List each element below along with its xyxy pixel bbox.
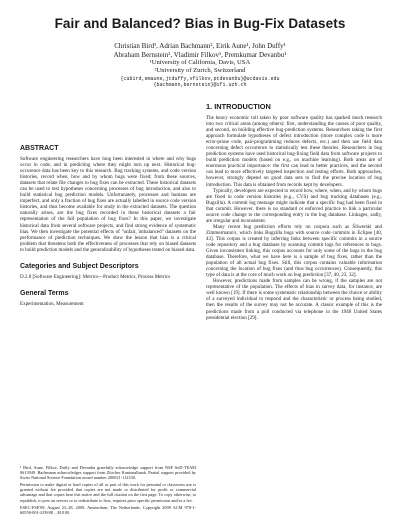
introduction-heading: 1. INTRODUCTION <box>206 102 271 111</box>
conference-info: ESEC-FSE'09, August 23–28, 2009, Amsterdam, The Netherlands. Copyright 2009 ACM 978-1-60558-001-2/09/08 ...$10.00. <box>20 504 196 515</box>
author-block <box>20 42 380 88</box>
general-terms-heading: General Terms <box>20 289 69 297</box>
authors-line-2: Abraham Bernstein², Vladimir Filkov¹, Premkumar Devanbu¹ <box>113 50 287 59</box>
affiliation-1: ¹University of California, Davis, USA <box>149 59 251 67</box>
emails-2: {bachmann,bernstein}@ifi.uzh.ch <box>153 81 247 88</box>
funding-footnote: ¹ Bird, Aune, Filkov, Duffy and Devanbu gratefully acknowledge support from NSF SoD-TEAM 0613949. Bachmann acknowledges support from Zürcher Kantonalbank. Partial support provided by Swiss National Science Foundation award number 200021-112330. <box>20 465 196 481</box>
paper-title: Fair and Balanced? Bias in Bug-Fix Datasets <box>54 16 346 31</box>
categories-text: D.2.8 [Software Engineering]: Metrics—Product Metrics, Process Metrics <box>20 273 171 280</box>
copyright-notice: Permission to make digital or hard copies of all or part of this work for personal or classroom use is granted without fee provided that copies are not made or distributed for profit or commercial advantage and that copies bear this notice and the full citation on the first page. To copy otherwise, to republish, to post on servers or to redistribute to lists, requires prior specific permission and/or a fee. <box>20 482 196 503</box>
abstract-heading: ABSTRACT <box>20 145 59 152</box>
affiliation-2: ²University of Zurich, Switzerland <box>154 67 246 75</box>
categories-heading: Categories and Subject Descriptors <box>20 262 139 270</box>
footnote-block <box>20 465 196 517</box>
intro-paragraph-4: However, predictions made from samples can be wrong, if the samples are not representative of the population. The effects of bias in survey data, for instance, are well known [19]. If there is some systematic relationship between the choice or ability of a surveyed individual to respond and the characteristic or process being studied, then the results of the survey may not be accurate. A classic example of this is the predictions made from a poll conducted via telephone in the 1948 United States presidential election [29]. <box>206 278 382 321</box>
abstract-text: Software engineering researchers have long been interested in where and why bugs occur in code, and in predicting where they might turn up next. Historical bug-occurence data has been key to this research. Bug tracking systems, and code version histories, record when, how and by whom bugs were fixed; from these sources, datasets that relate file changes to bug fixes can be extracted. These historical datasets can be used to test hypotheses concerning processes of bug introduction, and also to build statistical bug prediction models. Unfortunately, processes and humans are imperfect, and only a fraction of bug fixes are actually labelled in source code version histories, and thus become available for study in the extracted datasets. The question naturally arises, are the bug fixes recorded in these historical datasets a fair representation of the full population of bug fixes? In this paper, we investigate historical data from several software projects, and find strong evidence of systematic bias. We then investigate the potential effects of "unfair, imbalanced" datasets on the performance of prediction techniques. We draw the lesson that bias is a critical problem that threatens both the effectiveness of processes that rely on biased datasets to build prediction models and the generalizability of hypotheses tested on biased data. <box>20 156 196 253</box>
emails-1: {cabird,emaune,jtduffy,vfilkov,ptdevanbu}@ucdavis.edu <box>120 75 280 82</box>
authors-line-1: Christian Bird¹, Adrian Bachmann², Eirik Aune¹, John Duffy¹ <box>114 42 286 50</box>
right-column <box>206 102 382 321</box>
general-terms-text: Experimentation, Measurement <box>20 300 84 307</box>
left-column <box>20 144 196 307</box>
intro-paragraph-2: Typically, developers are expected to record how, where, when, and by whom bugs are fixed in code version histories (e.g., CVS) and bug tracking databases (e.g., Bugzilla). A commit log message might indicate that a specific bug had been fixed in that commit. However, there is no standard or enforced practice to link a particular source code change to the corresponding entry in the bug database. Linkages, sadly, are irregular and inconsistent. <box>206 187 382 224</box>
intro-paragraph-1: The heavy economic toll taken by poor software quality has sparked much research into two critical areas (among others): first, understanding the causes of poor quality, and second, on building effective bug-prediction systems. Researchers taking the first approach formulate hypotheses of defect introduction (more complex code is more error-prone code, pair-programming reduces defects, etc.) and then use field data concerning defect occurrence to statistically test these theories. Researchers in bug prediction systems have used historical bug-fixing field data from software projects to build prediction models (based on e.g., on machine learning). Both areas are of enormous practical importance: the first can lead to better practices, and the second can lead to more effectively targeted inspection and testing efforts. Both approaches, however, strongly depend on good data sets to find the precise location of bug introduction. This data is obtained from records kept by developers. <box>206 115 382 188</box>
intro-paragraph-3: Many recent bug prediction efforts rely on corpora such as Śliwerski and Zimmermann's, which links Bugzilla bugs with source code commits in Eclipse [40, 43]. This corpus is created by inferring links between specific commits in a source code repository and a bug database by scanning commit logs for references to bugs. Given inconsistent linking, this corpus accounts for only some of the bugs in the bug database. Therefore, what we have here is a sample of bug fixes, rather than the population of all actual bug fixes. Still, this corpus contains valuable information concerning the location of bug fixes (and thus bug occurrences). Consequently, this type of data is at the core of much work on bug prediction [37, 40, 23, 32]. <box>206 223 382 279</box>
